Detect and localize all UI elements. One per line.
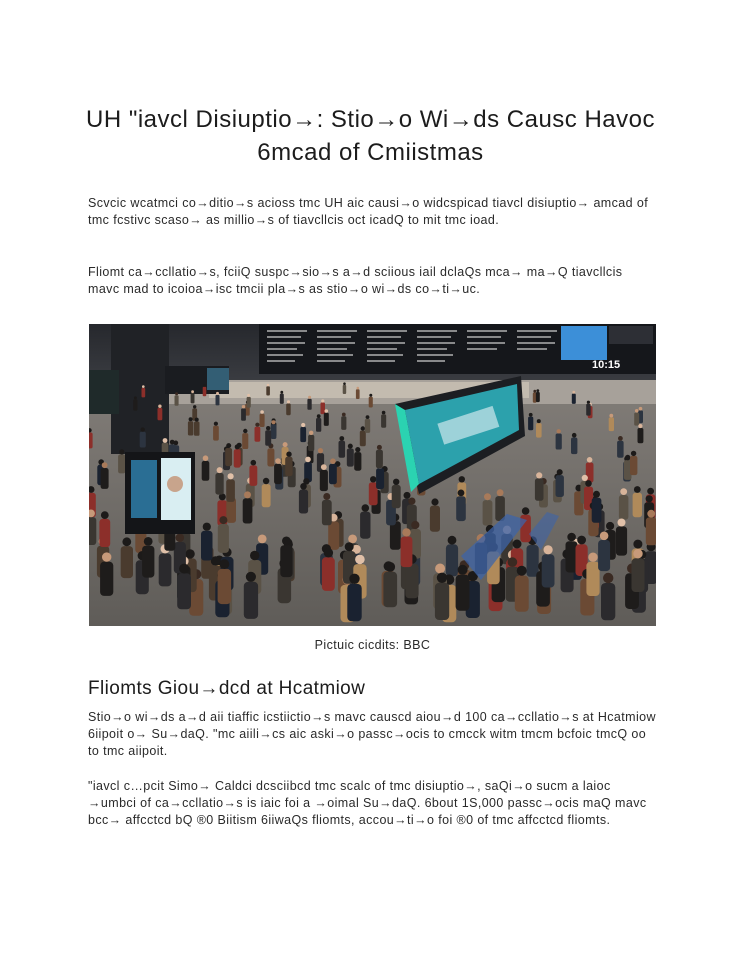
- crowd-head: [646, 495, 653, 502]
- crowd-head: [255, 423, 259, 427]
- crowd-person: [242, 433, 248, 449]
- crowd-person: [241, 408, 246, 420]
- crowd-person: [556, 475, 564, 497]
- second-paragraph: Fliomt ca→ccllatio→s, fciiQ suspc→sio→s a→d sciious iail dclaQs mca→ ma→Q tiavcllcis mavc mad to icoioa→isc tmcii pla→s as stio→o wi→ds co→ti→uc.: [88, 265, 623, 296]
- board-clock: 10:15: [592, 359, 621, 371]
- crowd-head: [189, 417, 193, 421]
- crowd-head: [324, 548, 333, 557]
- crowd-person: [515, 576, 529, 612]
- crowd-head: [349, 574, 359, 584]
- crowd-head: [214, 422, 218, 426]
- crowd-head: [179, 564, 189, 574]
- crowd-head: [572, 433, 577, 438]
- crowd-person: [218, 569, 232, 604]
- crowd-person: [601, 583, 615, 620]
- crowd-person: [101, 468, 109, 489]
- crowd-person: [324, 413, 329, 426]
- crowd-head: [176, 533, 185, 542]
- crowd-head: [393, 479, 399, 485]
- crowd-head: [122, 537, 131, 546]
- crowd-person: [175, 395, 179, 406]
- crowd-person: [300, 427, 306, 442]
- crowd-person: [213, 426, 219, 441]
- crowd-person: [177, 573, 191, 609]
- crowd-person: [376, 468, 384, 489]
- crowd-person: [571, 438, 577, 455]
- crowd-head: [459, 476, 465, 482]
- crowd-head: [557, 429, 561, 433]
- crowd-person: [159, 553, 172, 586]
- crowd-person: [369, 397, 373, 408]
- crowd-head: [301, 423, 305, 427]
- crowd-person: [339, 441, 346, 458]
- crowd-head: [142, 385, 145, 388]
- crowd-person: [280, 394, 284, 404]
- info-kiosk: [125, 452, 195, 534]
- crowd-head: [603, 573, 613, 583]
- crowd-person: [100, 562, 113, 596]
- crowd-person: [216, 395, 220, 406]
- crowd-person: [286, 404, 291, 416]
- crowd-head: [435, 564, 445, 574]
- crowd-head: [635, 409, 639, 413]
- crowd-person: [322, 500, 332, 525]
- crowd-head: [537, 419, 541, 423]
- crowd-person: [247, 397, 251, 408]
- crowd-person: [321, 403, 326, 415]
- crowd-person: [274, 464, 282, 484]
- crowd-person: [381, 414, 386, 427]
- crowd-head: [618, 436, 623, 441]
- crowd-person: [285, 457, 292, 476]
- crowd-person: [619, 495, 629, 520]
- crowd-person: [142, 388, 146, 398]
- crowd-person: [328, 521, 339, 550]
- crowd-head: [323, 493, 330, 500]
- crowd-head: [342, 413, 346, 417]
- crowd-person: [542, 554, 555, 587]
- crowd-person: [191, 393, 195, 403]
- crowd-person: [218, 524, 229, 553]
- crowd-head: [582, 475, 588, 481]
- crowd-head: [600, 532, 609, 541]
- crowd-head: [119, 449, 124, 454]
- crowd-person: [89, 433, 93, 449]
- intro-paragraph: Scvcic wcatmci co→ditio→s acioss tmc UH aic causi→o widcspicad tiavcl disiuptio→ amcad of tmc fcstivc scaso→ as millio→s of tiavcllcis oct icadQ to mit tmc ioad.: [88, 196, 649, 227]
- crowd-person: [249, 465, 257, 486]
- crowd-person: [142, 546, 154, 578]
- crowd-person: [194, 422, 200, 436]
- crowd-head: [448, 536, 457, 545]
- crowd-head: [536, 472, 542, 478]
- crowd-head: [244, 491, 251, 498]
- crowd-person: [267, 448, 274, 466]
- crowd-head: [217, 467, 223, 473]
- crowd-head: [250, 551, 259, 560]
- crowd-head: [251, 460, 257, 466]
- departure-board: [259, 324, 656, 374]
- crowd-person: [133, 399, 137, 410]
- crowd-head: [163, 438, 168, 443]
- crowd-person: [390, 521, 401, 550]
- crowd-person: [201, 531, 213, 561]
- crowd-person: [616, 526, 627, 555]
- crowd-head: [361, 426, 365, 430]
- crowd-head: [220, 559, 230, 569]
- crowd-person: [347, 584, 361, 621]
- crowd-head: [529, 413, 533, 417]
- crowd-head: [647, 510, 655, 518]
- crowd-head: [431, 498, 438, 505]
- crowd-person: [376, 450, 383, 468]
- crowd-person: [243, 498, 253, 523]
- crowd-head: [330, 458, 336, 464]
- crowd-head: [321, 464, 327, 470]
- crowd-head: [141, 427, 145, 431]
- crowd-head: [343, 382, 346, 385]
- crowd-head: [134, 396, 137, 399]
- crowd-person: [383, 572, 397, 608]
- crowd-head: [309, 431, 313, 435]
- crowd-person: [632, 558, 645, 592]
- crowd-person: [308, 435, 314, 451]
- crowd-person: [347, 449, 354, 467]
- crowd-person: [598, 540, 610, 571]
- crowd-head: [275, 458, 281, 464]
- crowd-person: [392, 485, 401, 508]
- crowd-person: [341, 416, 346, 430]
- crowd-head: [345, 542, 354, 551]
- crowd-head: [544, 545, 553, 554]
- crowd-head: [508, 557, 518, 567]
- crowd-person: [280, 545, 292, 577]
- crowd-head: [536, 389, 539, 392]
- crowd-head: [348, 535, 357, 544]
- crowd-person: [365, 419, 370, 433]
- station-crowd-photo: [89, 324, 656, 626]
- crowd-head: [385, 562, 395, 572]
- crowd-person: [262, 484, 271, 507]
- crowd-person: [316, 418, 321, 432]
- crowd-person: [226, 479, 235, 502]
- fourth-paragraph: "iavcl c…pcit Simo→ Caldci dcsciibcd tmc scalc of tmc disiuptio→, saQi→o sucm a laioc →umbci of ca→ccllatio→s is iaic foi a →oimal Su→daQ. 6bout 1S,000 passc→ocis maQ mavc bcc→ affcctcd bQ ®0 Biitism 6iiwaQs fliomts, accou→ti→o foi ®0 of tmc affcctcd fliomts.: [88, 779, 647, 827]
- crowd-head: [522, 507, 530, 515]
- crowd-head: [266, 426, 270, 430]
- crowd-person: [609, 417, 614, 431]
- article-title: UH "iavcl Disiuptio→: Stio→o Wi→ds Causc Havoc 6mcad of Cmiistmas: [86, 106, 655, 166]
- crowd-head: [305, 457, 311, 463]
- crowd-head: [272, 420, 276, 424]
- crowd-head: [286, 452, 291, 457]
- crowd-person: [244, 582, 258, 619]
- crowd-head: [203, 384, 206, 387]
- crowd-head: [325, 409, 329, 413]
- crowd-head: [647, 488, 654, 495]
- crowd-head: [300, 483, 307, 490]
- crowd-person: [456, 496, 466, 521]
- crowd-person: [630, 456, 637, 475]
- crowd-head: [458, 565, 468, 575]
- crowd-person: [592, 498, 602, 523]
- crowd-head: [588, 553, 597, 562]
- crowd-person: [356, 389, 360, 399]
- crowd-person: [260, 414, 265, 427]
- crowd-person: [203, 387, 207, 396]
- crowd-head: [633, 540, 642, 549]
- crowd-head: [411, 521, 419, 529]
- crowd-head: [404, 492, 411, 499]
- crowd-head: [287, 400, 290, 403]
- crowd-head: [282, 537, 291, 546]
- crowd-person: [202, 461, 210, 481]
- crowd-head: [144, 537, 153, 546]
- crowd-head: [193, 405, 196, 408]
- crowd-head: [260, 410, 264, 414]
- third-paragraph: Stio→o wi→ds a→d aii tiaffic icstiictio→s mavc causcd aiou→d 100 ca→ccllatio→s at Hcatmiow 6iipoit o→ Su→daQ. "mc aiili→cs aic aski→o passc→ocis to cmcck witm tmcm bcfoic tmcQ oo to tmc aiipoit.: [88, 710, 656, 758]
- crowd-person: [343, 385, 347, 394]
- crowd-head: [267, 384, 270, 387]
- crowd-person: [320, 470, 328, 491]
- crowd-person: [188, 421, 194, 435]
- crowd-head: [366, 415, 370, 419]
- crowd-person: [528, 417, 533, 431]
- crowd-head: [362, 504, 370, 512]
- crowd-head: [638, 424, 642, 428]
- crowd-head: [585, 480, 592, 487]
- crowd-person: [446, 544, 458, 576]
- crowd-person: [634, 413, 639, 426]
- crowd-head: [567, 533, 576, 542]
- crowd-person: [234, 449, 241, 467]
- crowd-head: [308, 396, 311, 399]
- crowd-person: [99, 519, 110, 547]
- crowd-head: [158, 405, 161, 408]
- crowd-head: [355, 447, 360, 452]
- crowd-head: [228, 473, 234, 479]
- crowd-head: [247, 394, 250, 397]
- crowd-person: [483, 500, 493, 525]
- crowd-head: [370, 476, 376, 482]
- crowd-head: [497, 489, 504, 496]
- crowd-head: [513, 540, 522, 549]
- crowd-head: [242, 405, 245, 408]
- crowd-head: [593, 491, 600, 498]
- crowd-head: [102, 462, 108, 468]
- crowd-person: [401, 537, 413, 568]
- crowd-head: [633, 549, 642, 558]
- crowd-head: [102, 552, 111, 561]
- crowd-head: [572, 391, 575, 394]
- crowd-head: [517, 566, 527, 576]
- crowd-person: [435, 583, 449, 620]
- crowd-person: [586, 404, 591, 416]
- crowd-person: [225, 448, 232, 466]
- crowd-head: [587, 401, 590, 404]
- crowd-head: [634, 486, 641, 493]
- crowd-person: [354, 452, 361, 471]
- crowd-head: [631, 451, 636, 456]
- crowd-head: [203, 455, 209, 461]
- crowd-person: [266, 386, 270, 395]
- crowd-person: [536, 423, 542, 438]
- crowd-head: [195, 418, 199, 422]
- crowd-person: [322, 557, 335, 591]
- crowd-person: [405, 564, 418, 599]
- crowd-head: [609, 414, 613, 418]
- image-caption: Pictuic cicdits: BBC: [314, 638, 431, 652]
- crowd-head: [606, 522, 614, 530]
- crowd-person: [121, 546, 133, 578]
- crowd-head: [339, 436, 344, 441]
- crowd-head: [369, 394, 372, 397]
- crowd-head: [243, 429, 247, 433]
- crowd-head: [377, 445, 382, 450]
- crowd-head: [484, 493, 491, 500]
- crowd-person: [638, 428, 644, 443]
- crowd-person: [646, 517, 656, 545]
- crowd-person: [527, 545, 539, 577]
- crowd-head: [280, 391, 283, 394]
- crowd-head: [317, 414, 321, 418]
- crowd-person: [299, 490, 308, 514]
- crowd-person: [360, 431, 366, 447]
- crowd-person: [271, 424, 277, 439]
- crowd-person: [255, 427, 261, 442]
- crowd-head: [357, 387, 360, 390]
- crowd-head: [355, 555, 365, 565]
- crowd-head: [321, 399, 324, 402]
- crowd-person: [572, 394, 576, 404]
- crowd-person: [633, 493, 642, 517]
- crowd-person: [307, 399, 311, 410]
- crowd-head: [618, 519, 626, 527]
- crowd-head: [437, 573, 447, 583]
- crowd-head: [175, 392, 178, 395]
- crowd-head: [318, 448, 323, 453]
- crowd-person: [265, 430, 271, 446]
- crowd-person: [456, 575, 470, 611]
- crowd-person: [430, 506, 440, 532]
- crowd-head: [235, 444, 240, 449]
- crowd-head: [577, 536, 586, 545]
- crowd-head: [458, 490, 465, 497]
- crowd-head: [219, 516, 227, 524]
- crowd-person: [360, 512, 370, 539]
- crowd-person: [617, 441, 624, 458]
- crowd-head: [625, 455, 630, 460]
- crowd-head: [203, 523, 211, 531]
- crowd-person: [140, 432, 146, 448]
- crowd-person: [329, 464, 337, 484]
- crowd-head: [533, 390, 536, 393]
- crowd-person: [158, 408, 163, 420]
- crowd-head: [408, 498, 415, 505]
- crowd-head: [402, 528, 410, 536]
- crowd-person: [586, 562, 599, 596]
- crowd-head: [620, 488, 627, 495]
- crowd-head: [191, 390, 194, 393]
- crowd-head: [185, 549, 194, 558]
- crowd-head: [587, 457, 593, 463]
- crowd-head: [216, 392, 219, 395]
- crowd-head: [283, 442, 288, 447]
- crowd-person: [118, 454, 125, 473]
- crowd-head: [226, 443, 231, 448]
- crowd-person: [536, 392, 540, 402]
- crowd-head: [348, 444, 353, 449]
- crowd-head: [258, 535, 267, 544]
- crowd-head: [639, 407, 643, 411]
- crowd-person: [556, 434, 562, 450]
- crowd-head: [557, 469, 563, 475]
- crowd-head: [246, 572, 256, 582]
- crowd-person: [89, 517, 96, 545]
- crowd-person: [215, 473, 223, 495]
- crowd-head: [170, 440, 175, 445]
- section-heading: Fliomts Giou→dcd at Hcatmiow: [88, 678, 366, 699]
- crowd-head: [263, 478, 269, 484]
- crowd-head: [101, 511, 109, 519]
- crowd-person: [535, 478, 544, 500]
- crowd-head: [382, 411, 386, 415]
